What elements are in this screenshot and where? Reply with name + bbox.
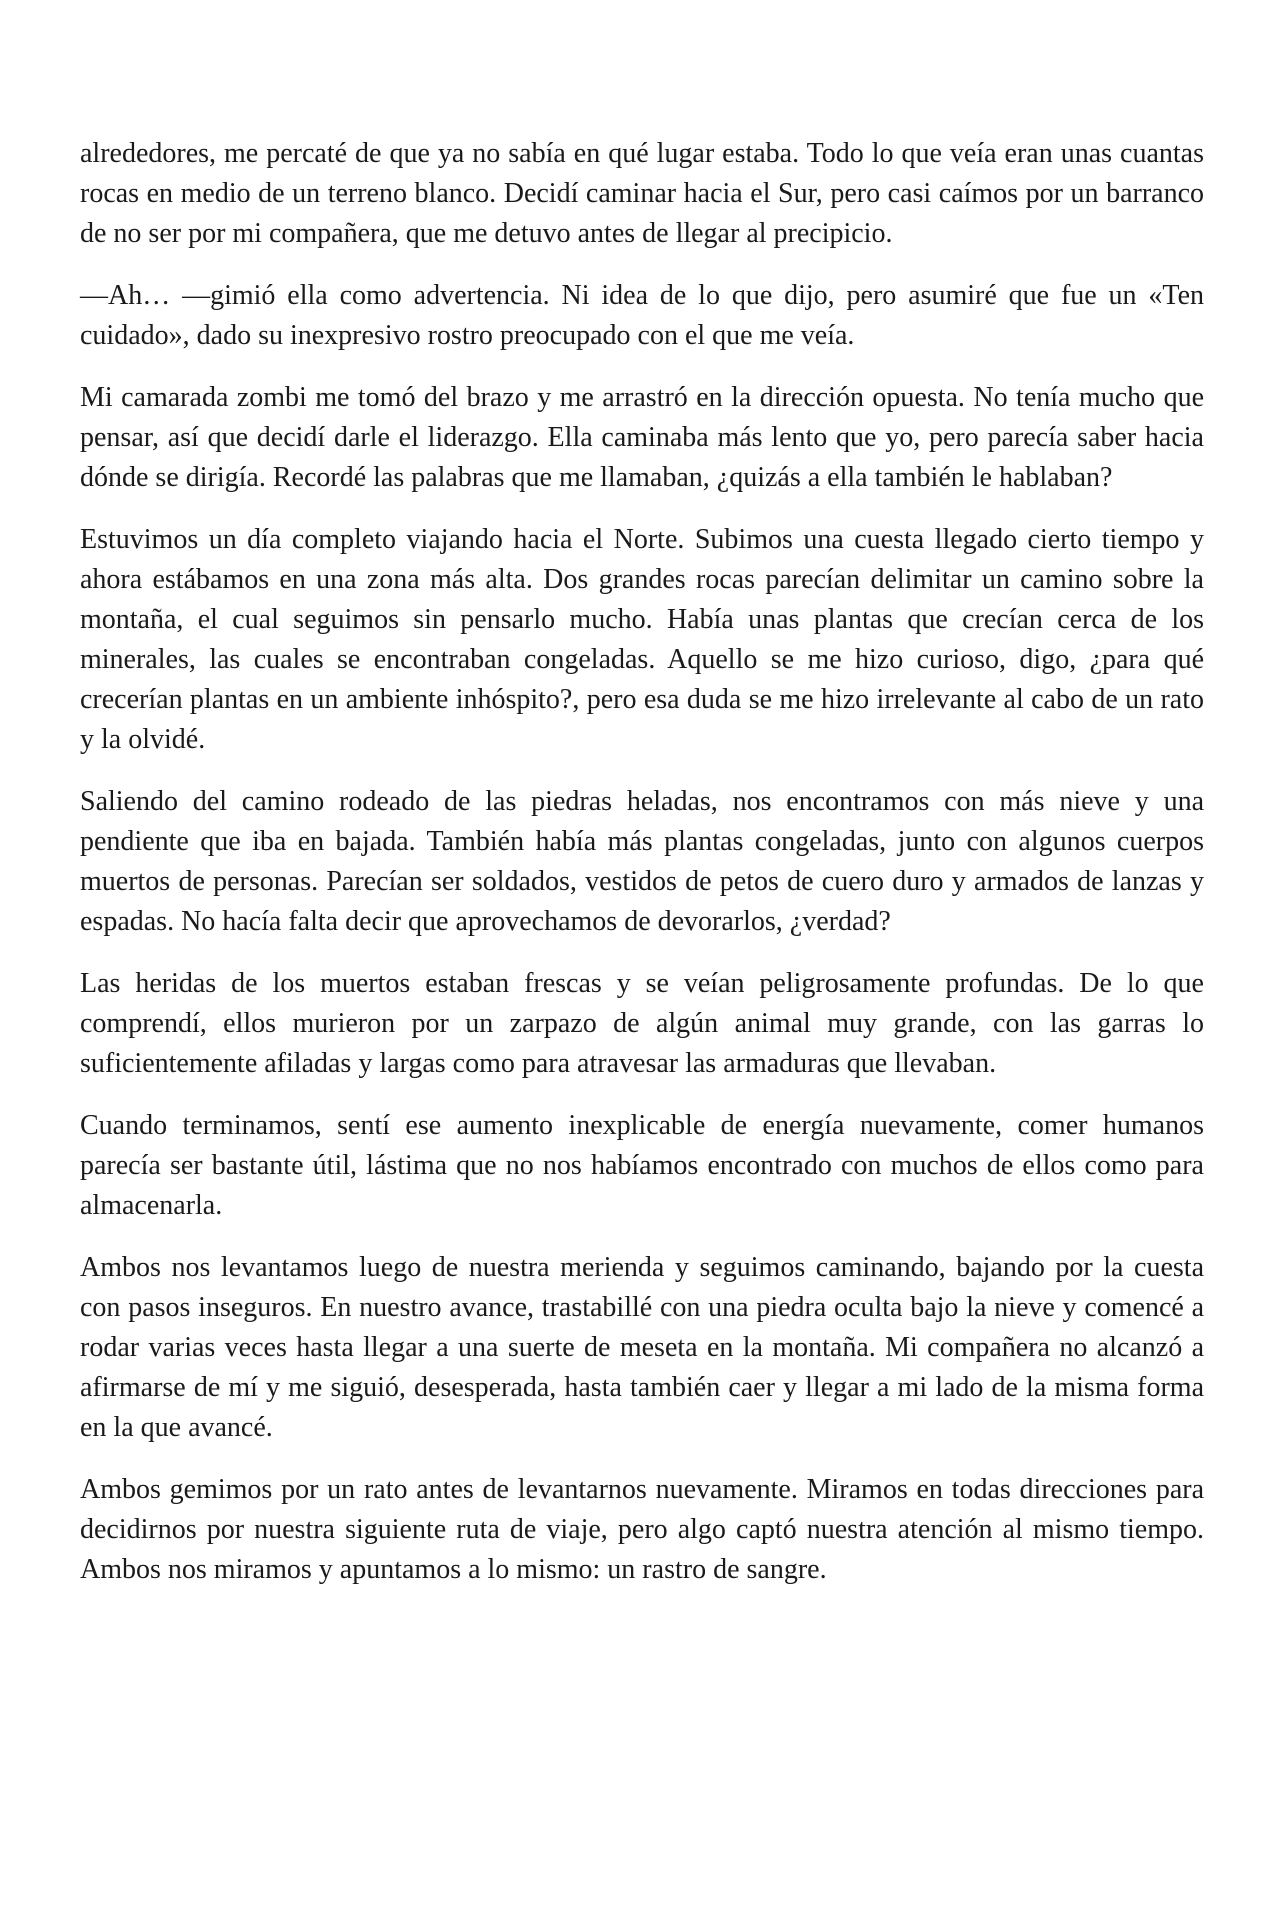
- paragraph: —Ah… —gimió ella como advertencia. Ni idea de lo que dijo, pero asumiré que fue un «Ten cuidado», dado su inexpresivo rostro preocupado con el que me veía.: [80, 280, 1204, 351]
- paragraph: Cuando terminamos, sentí ese aumento inexplicable de energía nuevamente, comer humanos parecía ser bastante útil, lástima que no nos habíamos encontrado con muchos de ellos como para almacenarla.: [80, 1110, 1204, 1221]
- paragraph: Las heridas de los muertos estaban frescas y se veían peligrosamente profundas. De lo que comprendí, ellos murieron por un zarpazo de algún animal muy grande, con las garras lo suficientemente afiladas y largas como para atravesar las armaduras que llevaban.: [80, 968, 1204, 1079]
- document-page: [80, 134, 1204, 1612]
- paragraph: Mi camarada zombi me tomó del brazo y me arrastró en la dirección opuesta. No tenía mucho que pensar, así que decidí darle el liderazgo. Ella caminaba más lento que yo, pero parecía saber hacia dónde se dirigía. Recordé las palabras que me llamaban, ¿quizás a ella también le hablaban?: [80, 382, 1204, 493]
- paragraph: Ambos nos levantamos luego de nuestra merienda y seguimos caminando, bajando por la cuesta con pasos inseguros. En nuestro avance, trastabillé con una piedra oculta bajo la nieve y comencé a rodar varias veces hasta llegar a una suerte de meseta en la montaña. Mi compañera no alcanzó a afirmarse de mí y me siguió, desesperada, hasta también caer y llegar a mi lado de la misma forma en la que avancé.: [80, 1252, 1204, 1443]
- paragraph: Saliendo del camino rodeado de las piedras heladas, nos encontramos con más nieve y una pendiente que iba en bajada. También había más plantas congeladas, junto con algunos cuerpos muertos de personas. Parecían ser soldados, vestidos de petos de cuero duro y armados de lanzas y espadas. No hacía falta decir que aprovechamos de devorarlos, ¿verdad?: [80, 786, 1204, 937]
- paragraph: Estuvimos un día completo viajando hacia el Norte. Subimos una cuesta llegado cierto tiempo y ahora estábamos en una zona más alta. Dos grandes rocas parecían delimitar un camino sobre la montaña, el cual seguimos sin pensarlo mucho. Había unas plantas que crecían cerca de los minerales, las cuales se encontraban congeladas. Aquello se me hizo curioso, digo, ¿para qué crecerían plantas en un ambiente inhóspito?, pero esa duda se me hizo irrelevante al cabo de un rato y la olvidé.: [80, 524, 1204, 755]
- paragraph: Ambos gemimos por un rato antes de levantarnos nuevamente. Miramos en todas direcciones para decidirnos por nuestra siguiente ruta de viaje, pero algo captó nuestra atención al mismo tiempo. Ambos nos miramos y apuntamos a lo mismo: un rastro de sangre.: [80, 1474, 1204, 1585]
- paragraph: alrededores, me percaté de que ya no sabía en qué lugar estaba. Todo lo que veía eran unas cuantas rocas en medio de un terreno blanco. Decidí caminar hacia el Sur, pero casi caímos por un barranco de no ser por mi compañera, que me detuvo antes de llegar al precipicio.: [80, 138, 1204, 249]
